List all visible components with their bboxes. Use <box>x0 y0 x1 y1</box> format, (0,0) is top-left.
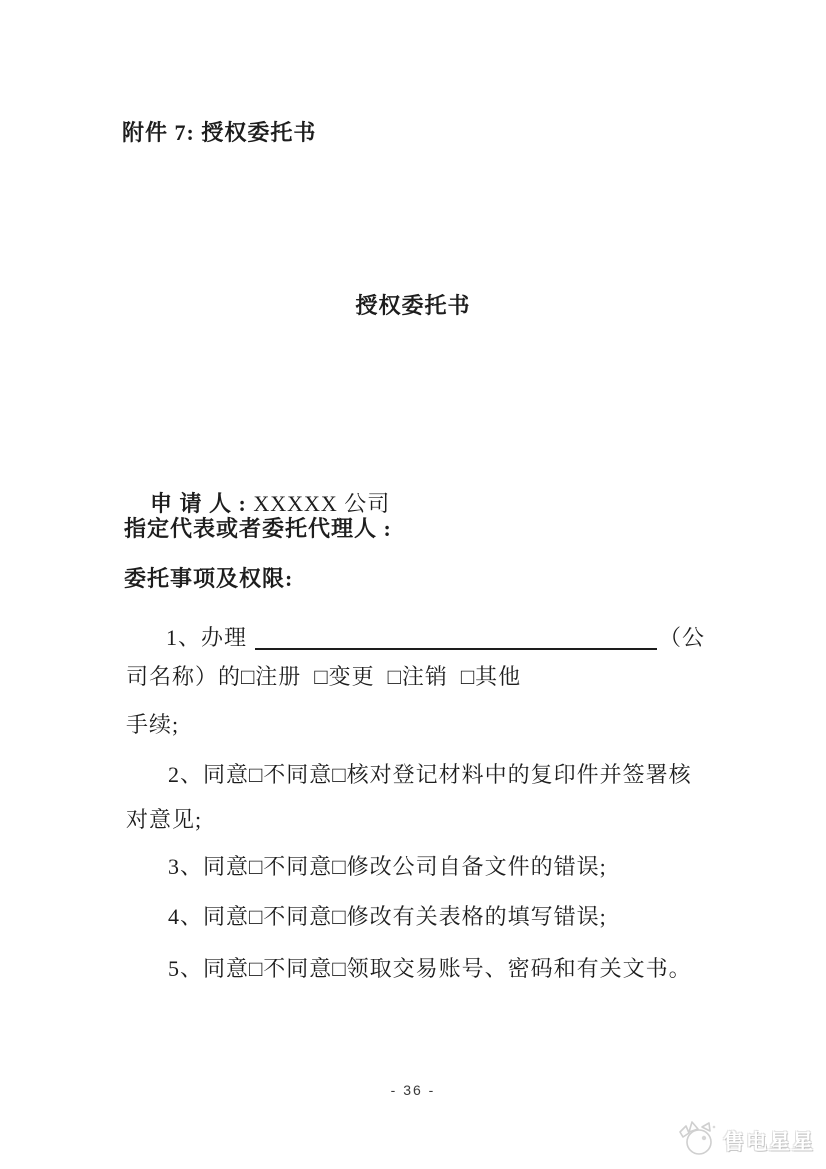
applicant-colon: : <box>232 491 254 516</box>
watermark-text: 售电星星 <box>723 1130 815 1154</box>
item-4: 4、同意□不同意□修改有关表格的填写错误; <box>168 904 607 929</box>
attachment-heading: 附件 7: 授权委托书 <box>122 120 317 145</box>
representative-label: 指定代表或者委托代理人 : <box>124 516 392 541</box>
item-1-line-2-checkbox-row: 司名称）的□注册 □变更 □注销 □其他 <box>126 664 522 689</box>
item-3: 3、同意□不同意□修改公司自备文件的错误; <box>168 854 607 879</box>
applicant-value: XXXXX 公司 <box>253 491 391 516</box>
item-1-paren-suffix: （公 <box>658 625 705 650</box>
item-1-line-1 <box>124 623 705 653</box>
item-5: 5、同意□不同意□领取交易账号、密码和有关文书。 <box>168 956 692 981</box>
star-cat-logo-icon <box>676 1118 718 1163</box>
matters-heading: 委托事项及权限: <box>124 566 294 591</box>
watermark <box>676 1118 815 1163</box>
company-name-blank-field <box>255 623 657 650</box>
item-1-line-3: 手续; <box>126 712 180 737</box>
page-number: - 36 - <box>390 1082 436 1098</box>
item-2-line-1: 2、同意□不同意□核对登记材料中的复印件并签署核 <box>168 762 692 787</box>
item-2-line-2: 对意见; <box>126 807 203 832</box>
applicant-label: 申 请 人 <box>150 491 233 516</box>
document-title: 授权委托书 <box>355 293 471 318</box>
item-1-prefix: 1、办理 <box>166 625 248 650</box>
